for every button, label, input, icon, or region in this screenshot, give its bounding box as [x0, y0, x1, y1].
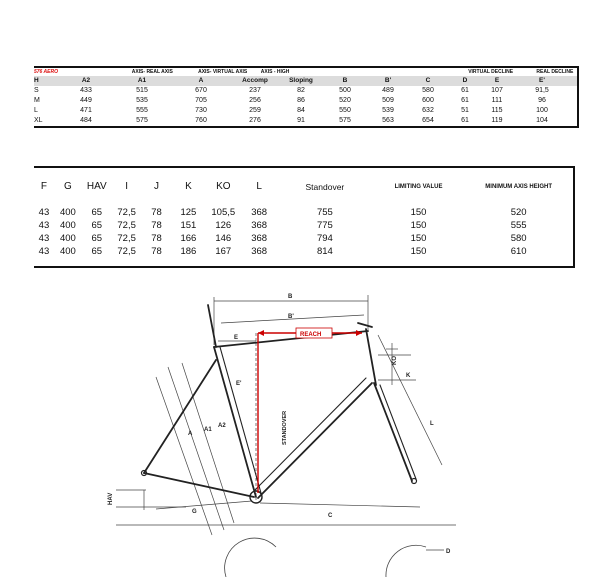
- label-standover: STANDOVER: [282, 410, 288, 445]
- column-header: A1: [137, 77, 147, 84]
- column-header: E': [539, 77, 545, 84]
- table-cell: 186: [180, 246, 197, 257]
- label-reach: REACH: [300, 332, 322, 338]
- table-cell: 400: [59, 207, 76, 218]
- table-cell: 61: [461, 97, 469, 104]
- sublabel-e: VIRTUAL DECLINE: [468, 69, 514, 75]
- table-cell: 65: [91, 207, 103, 218]
- table-cell: 72,5: [117, 246, 136, 257]
- table-cell: 51: [461, 107, 469, 114]
- table-1-body: [34, 86, 577, 126]
- label-l: L: [430, 421, 434, 427]
- label-a1: A1: [204, 427, 212, 433]
- table-cell: 65: [91, 246, 103, 257]
- table-cell: 600: [422, 97, 434, 104]
- table-cell: 400: [59, 220, 76, 231]
- table-row: [34, 245, 573, 258]
- table-cell: 563: [382, 117, 394, 124]
- table-cell: 65: [91, 220, 103, 231]
- table-cell: 433: [80, 87, 92, 94]
- table-cell: 400: [59, 246, 76, 257]
- column-sublabels: [34, 68, 577, 76]
- front-wheel-arc: [386, 545, 426, 577]
- column-header: G: [63, 181, 72, 192]
- table-cell: 96: [538, 97, 546, 104]
- table-row: [34, 206, 573, 219]
- column-header: L: [256, 181, 262, 192]
- table-cell: 91: [297, 117, 305, 124]
- label-e2: E': [236, 381, 242, 387]
- table-2-header: [34, 168, 573, 206]
- column-header: J: [154, 181, 160, 192]
- column-header: Sloping: [289, 77, 313, 84]
- table-row: [34, 86, 577, 96]
- table-cell: 500: [339, 87, 351, 94]
- table-cell: 146: [215, 233, 232, 244]
- table-cell: 814: [316, 246, 333, 257]
- table-cell: 775: [316, 220, 333, 231]
- table-cell: 535: [136, 97, 148, 104]
- table-cell: 520: [510, 207, 527, 218]
- table-cell: 515: [136, 87, 148, 94]
- table-cell: 484: [80, 117, 92, 124]
- label-b2: B': [288, 314, 294, 320]
- table-cell: 256: [249, 97, 261, 104]
- rear-wheel-arc: [225, 538, 276, 577]
- table-cell: 632: [422, 107, 434, 114]
- model-name: 576 AERO: [34, 69, 58, 75]
- table-cell: 119: [491, 117, 503, 124]
- sublabel-a: AXIS - HIGH: [260, 69, 290, 75]
- sublabel-e2: REAL DECLINE: [536, 69, 574, 75]
- table-row: [34, 106, 577, 116]
- table-cell: 489: [382, 87, 394, 94]
- table-row: [34, 232, 573, 245]
- table-row: [34, 116, 577, 126]
- table-cell: 237: [249, 87, 261, 94]
- table-cell: 43: [38, 246, 50, 257]
- table-cell: 368: [251, 246, 268, 257]
- column-header: H: [34, 77, 39, 84]
- table-cell: 580: [510, 233, 527, 244]
- table-cell: M: [34, 97, 40, 104]
- table-cell: 72,5: [117, 220, 136, 231]
- table-cell: 400: [59, 233, 76, 244]
- geometry-table-1: [34, 66, 579, 128]
- column-header: KO: [216, 181, 231, 192]
- frame-geometry-diagram: [96, 285, 468, 577]
- table-cell: 61: [461, 117, 469, 124]
- column-header: C: [425, 77, 431, 84]
- column-header: Standover: [305, 182, 345, 192]
- table-cell: 167: [215, 246, 232, 257]
- table-cell: 78: [151, 207, 162, 218]
- table-cell: L: [34, 107, 38, 114]
- label-g: G: [192, 509, 197, 515]
- frame-outline: [144, 305, 416, 498]
- sublabel-a1: AXIS- VIRTUAL AXIS: [198, 69, 248, 75]
- table-cell: 276: [249, 117, 261, 124]
- table-cell: S: [34, 87, 39, 94]
- table-cell: 61: [461, 87, 469, 94]
- table-cell: 471: [80, 107, 92, 114]
- table-cell: 555: [136, 107, 148, 114]
- table-cell: 78: [151, 246, 162, 257]
- table-cell: 78: [151, 233, 162, 244]
- table-cell: 575: [136, 117, 148, 124]
- label-k: K: [406, 373, 411, 379]
- table-cell: 43: [38, 233, 50, 244]
- table-cell: 150: [410, 246, 427, 257]
- table-cell: 509: [382, 97, 394, 104]
- table-cell: 43: [38, 207, 50, 218]
- table-cell: 575: [339, 117, 351, 124]
- column-header: A2: [81, 77, 91, 84]
- table-cell: 368: [251, 207, 268, 218]
- label-a: A: [188, 431, 193, 437]
- label-c: C: [328, 513, 333, 519]
- table-cell: 520: [339, 97, 351, 104]
- column-header: I: [125, 181, 129, 192]
- column-header: B: [342, 77, 348, 84]
- table-cell: 82: [297, 87, 305, 94]
- label-a2: A2: [218, 423, 226, 429]
- table-cell: 111: [491, 97, 503, 104]
- table-cell: 72,5: [117, 207, 136, 218]
- table-cell: 72,5: [117, 233, 136, 244]
- table-cell: 705: [195, 97, 207, 104]
- sublabel-a2: AXIS- REAL AXIS: [131, 69, 173, 75]
- table-cell: 259: [249, 107, 261, 114]
- table-cell: 91,5: [535, 87, 549, 94]
- geometry-table-2: [34, 166, 575, 268]
- label-ko: KO: [392, 356, 398, 365]
- table-cell: 125: [180, 207, 197, 218]
- column-header: E: [494, 77, 500, 84]
- reach-dimension: [258, 330, 362, 493]
- table-cell: 86: [297, 97, 305, 104]
- table-cell: 166: [180, 233, 197, 244]
- table-cell: 151: [180, 220, 197, 231]
- table-cell: 730: [195, 107, 207, 114]
- table-cell: 368: [251, 220, 268, 231]
- table-cell: 555: [510, 220, 527, 231]
- column-header: HAV: [86, 181, 107, 192]
- table-2-body: [34, 206, 573, 258]
- column-header: MINIMUM AXIS HEIGHT: [485, 184, 553, 190]
- table-cell: 449: [80, 97, 92, 104]
- table-cell: 755: [316, 207, 333, 218]
- table-row: [34, 96, 577, 106]
- column-header: K: [185, 181, 192, 192]
- label-b: B: [288, 294, 293, 300]
- table-cell: 65: [91, 233, 103, 244]
- table-cell: 84: [297, 107, 305, 114]
- table-cell: 105,5: [211, 207, 236, 218]
- table-cell: 150: [410, 207, 427, 218]
- column-header: B': [384, 77, 392, 84]
- table-cell: 150: [410, 233, 427, 244]
- table-cell: 670: [195, 87, 207, 94]
- column-header: LIMITING VALUE: [394, 184, 443, 190]
- table-cell: 126: [215, 220, 232, 231]
- table-cell: 107: [491, 87, 503, 94]
- table-1-header: [34, 76, 577, 86]
- table-cell: 368: [251, 233, 268, 244]
- table-cell: 539: [382, 107, 394, 114]
- table-cell: 150: [410, 220, 427, 231]
- column-header: A: [198, 77, 204, 84]
- table-cell: 100: [536, 107, 548, 114]
- table-cell: 654: [422, 117, 434, 124]
- table-row: [34, 219, 573, 232]
- column-header: D: [462, 77, 468, 84]
- table-cell: 78: [151, 220, 162, 231]
- table-cell: XL: [34, 117, 43, 124]
- table-cell: 794: [316, 233, 333, 244]
- table-cell: 580: [422, 87, 434, 94]
- table-cell: 115: [491, 107, 503, 114]
- column-header: F: [40, 181, 48, 192]
- label-e: E: [234, 335, 239, 341]
- table-cell: 43: [38, 220, 50, 231]
- label-d: D: [446, 549, 451, 555]
- table-cell: 760: [195, 117, 207, 124]
- table-cell: 550: [339, 107, 351, 114]
- column-header: Accomp: [242, 77, 268, 84]
- label-hav: HAV: [108, 492, 114, 505]
- table-cell: 104: [536, 117, 548, 124]
- table-cell: 610: [510, 246, 527, 257]
